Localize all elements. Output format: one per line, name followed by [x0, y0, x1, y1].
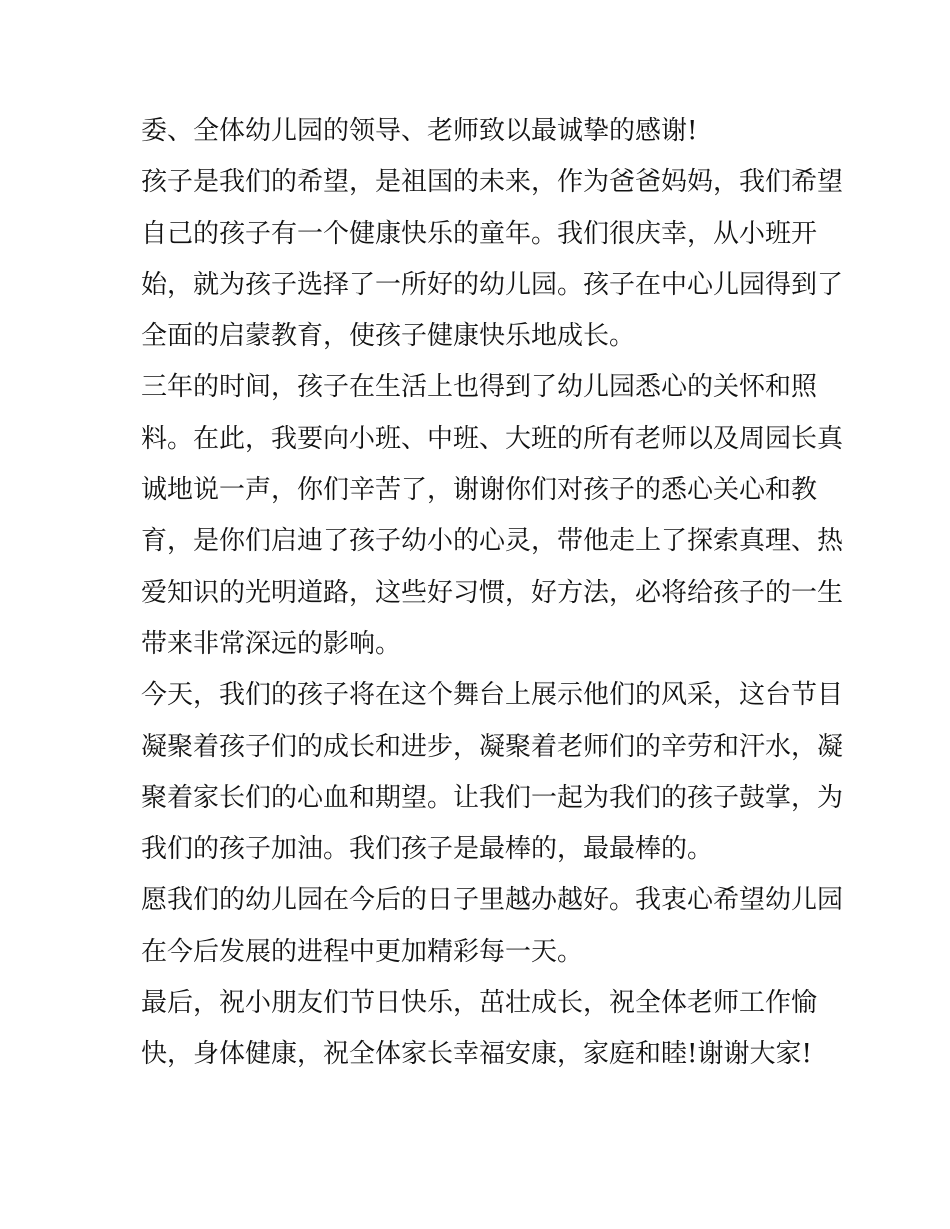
text-line: 委、全体幼儿园的领导、老师致以最诚挚的感谢!	[141, 116, 698, 146]
text-line: 始，就为孩子选择了一所好的幼儿园。孩子在中心儿园得到了	[141, 269, 844, 300]
paragraph-6	[141, 978, 821, 1081]
text-line: 全面的启蒙教育，使孩子健康快乐地成长。	[141, 321, 636, 352]
paragraph-5	[141, 875, 844, 978]
paragraph-1	[141, 106, 821, 157]
text-line: 凝聚着孩子们的成长和进步，凝聚着老师们的辛劳和汗水，凝	[141, 731, 844, 762]
text-line: 带来非常深远的影响。	[141, 628, 402, 659]
text-line: 料。在此，我要向小班、中班、大班的所有老师以及周园长真	[141, 423, 844, 454]
text-line: 自己的孩子有一个健康快乐的童年。我们很庆幸，从小班开	[141, 218, 818, 249]
text-line: 今天，我们的孩子将在这个舞台上展示他们的风采，这台节目	[141, 680, 844, 711]
document-body	[141, 106, 844, 1081]
paragraph-2	[141, 157, 844, 362]
text-line: 快，身体健康，祝全体家长幸福安康，家庭和睦!谢谢大家!	[141, 1039, 812, 1070]
text-line: 三年的时间，孩子在生活上也得到了幼儿园悉心的关怀和照	[141, 372, 818, 403]
text-line: 爱知识的光明道路，这些好习惯，好方法，必将给孩子的一生	[141, 577, 844, 608]
text-line: 我们的孩子加油。我们孩子是最棒的，最最棒的。	[141, 834, 714, 865]
text-line: 在今后发展的进程中更加精彩每一天。	[141, 936, 584, 967]
text-line: 愿我们的幼儿园在今后的日子里越办越好。我衷心希望幼儿园	[141, 885, 844, 916]
text-line: 最后，祝小朋友们节日快乐，茁壮成长，祝全体老师工作愉	[141, 988, 818, 1019]
paragraph-3	[141, 362, 844, 670]
text-line: 育，是你们启迪了孩子幼小的心灵，带他走上了探索真理、热	[141, 526, 844, 557]
text-line: 诚地说一声，你们辛苦了，谢谢你们对孩子的悉心关心和教	[141, 475, 818, 506]
paragraph-4	[141, 670, 844, 875]
text-line: 聚着家长们的心血和期望。让我们一起为我们的孩子鼓掌，为	[141, 782, 844, 813]
text-line: 孩子是我们的希望，是祖国的未来，作为爸爸妈妈，我们希望	[141, 167, 844, 198]
